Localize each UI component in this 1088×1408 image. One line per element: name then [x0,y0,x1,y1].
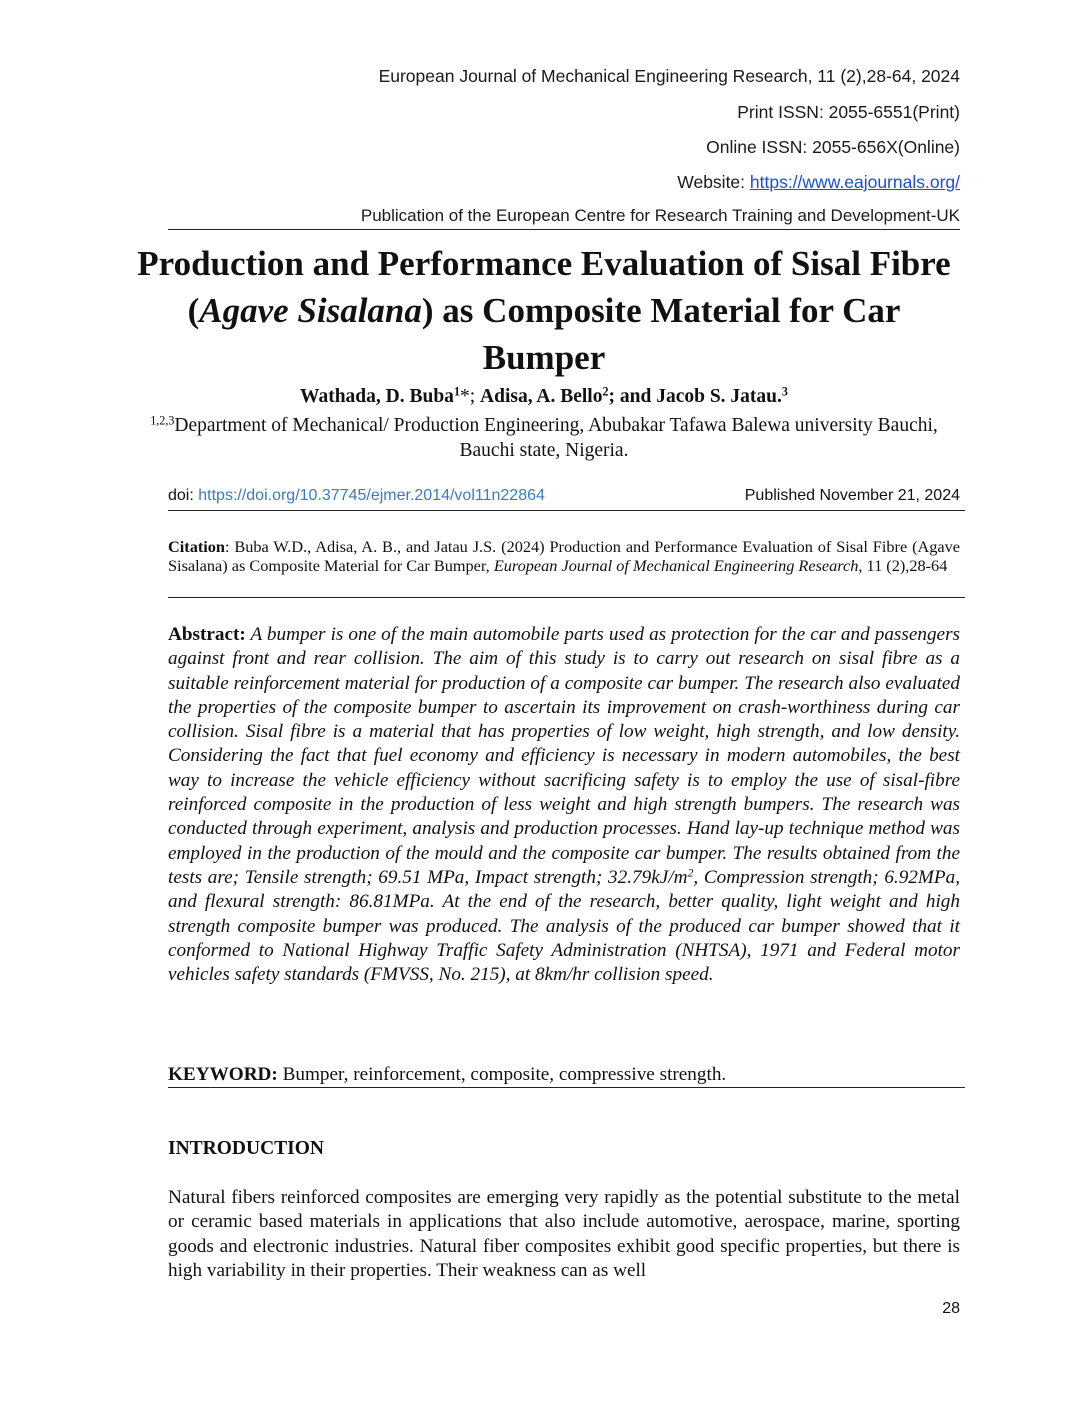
doi-row [168,487,960,505]
keyword-label: KEYWORD: [168,1064,278,1085]
keyword-divider [168,1087,965,1088]
citation [168,537,960,576]
website-link[interactable]: https://www.eajournals.org/ [749,172,960,192]
title-species: Agave Sisalana [199,291,422,330]
citation-text: : Buba W.D., Adisa, A. B., and Jatau J.S. (2024) Production and Performance Evaluation of Sisal Fibre (Agave Sisalana) as Composite Material for Car Bumper, [168,537,960,576]
section-heading: INTRODUCTION [168,1138,325,1159]
author-affil-mark: 3 [781,384,788,399]
website-label: Website: [677,172,750,192]
doi-divider [168,510,965,511]
doi-label: doi: [168,487,199,504]
author-name: Jacob S. Jatau. [656,386,782,407]
keyword-text: Bumper, reinforcement, composite, compressive strength. [277,1064,727,1085]
author-affil-mark: 2 [602,384,609,399]
abstract-text: A bumper is one of the main automobile parts used as protection for the car and passengers against front and rear collision. The aim of this study is to carry out research on sisal fibre as a suitable reinforcement material for production of a composite car bumper. The research also evaluated the properties of the composite bumper to ascertain its improvement on crash-worthiness during car collision. Sisal fibre is a material that has properties of low weight, high strength, and low density. Considering the fact that fuel economy and efficiency is necessary in modern automobiles, the best way to increase the vehicle efficiency without sacrificing safety is to employ the use of sisal-fibre reinforced composite in the production of less weight and high strength bumpers. The research was conducted through experiment, analysis and production processes. Hand lay-up technique method was employed in the production of the mould and the composite car bumper. The results obtained from the tests are; Tensile strength; 69.51 MPa, Impact strength; 32.79kJ/m [168,624,960,888]
introduction-paragraph: Natural fibers reinforced composites are emerging very rapidly as the potential substitute to the metal or ceramic based materials in applications that also include automotive, aerospace, marine, sporting goods and electronic industries. Natural fiber composites exhibit good specific properties, but there is high variability in their properties. Their weakness can as well [168,1187,960,1281]
abstract-label: Abstract: [168,624,246,645]
website-line [677,172,960,193]
journal-line: European Journal of Mechanical Engineering Research, 11 (2),28-64, 2024 [378,66,960,86]
print-issn: Print ISSN: 2055-6551(Print) [737,102,960,122]
paper-title [130,240,958,381]
citation-tail: , 11 (2),28-64 [858,556,948,576]
author-separator: *; [459,386,481,407]
abstract-text-continued: , Compression strength; 6.92MPa, and flexural strength: 86.81MPa. At the end of the research, better quality, light weight and high strength composite bumper was produced. The analysis of the produced car bumper showed that it conformed to National Highway Traffic Safety Administration (NHTSA), 1971 and Federal motor vehicles safety standards (FMVSS, No. 215), at 8km/hr collision speed. [168,866,960,986]
abstract [168,623,960,987]
author-affil-mark: 1 [453,384,460,399]
affiliation-mark: 1,2,3 [150,413,175,428]
title-part-1: Production and Performance Evaluation of Sisal Fibre ( [137,244,951,330]
author-list [130,386,958,408]
citation-divider [168,597,965,598]
online-issn: Online ISSN: 2055-656X(Online) [706,137,960,157]
affiliation-text: Department of Mechanical/ Production Engineering, Abubakar Tafawa Balewa university Bauchi, Bauchi state, Nigeria. [174,415,938,461]
author-name: Adisa, A. Bello [480,386,603,407]
citation-label: Citation [168,537,225,556]
publisher-line: Publication of the European Centre for Research Training and Development-UK [360,206,960,225]
keywords [168,1064,960,1086]
author-separator: ; and [608,386,657,407]
published-date: Published November 21, 2024 [744,487,960,504]
citation-journal: European Journal of Mechanical Engineering Research [493,556,859,576]
author-name: Wathada, D. Buba [300,386,454,407]
doi-link[interactable]: https://doi.org/10.37745/ejmer.2014/vol11n22864 [198,487,545,504]
header-divider [168,229,960,230]
title-part-2: ) as Composite Material for Car Bumper [421,291,901,377]
affiliation [130,413,958,463]
abstract-superscript: 2 [687,865,694,880]
page-number: 28 [942,1300,960,1317]
